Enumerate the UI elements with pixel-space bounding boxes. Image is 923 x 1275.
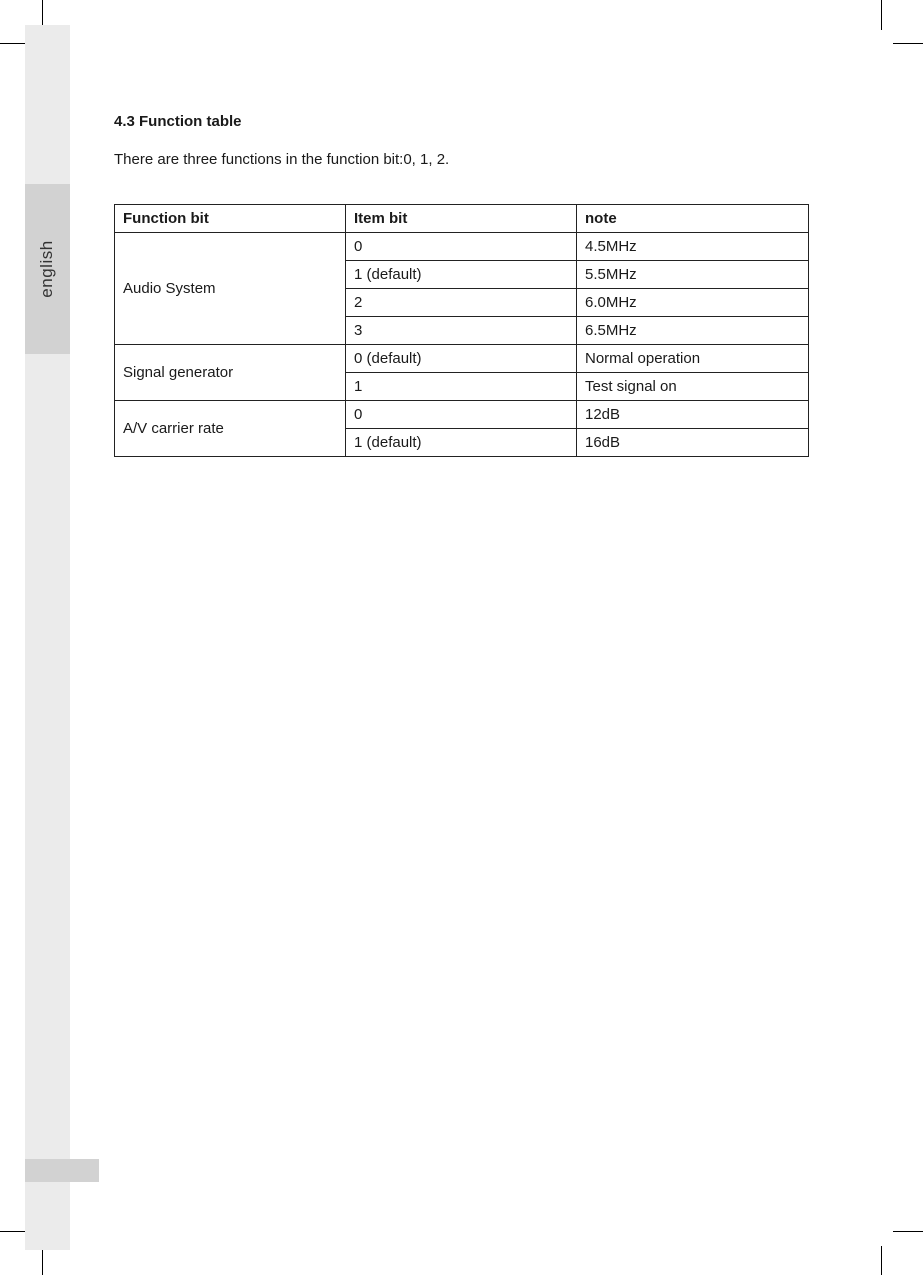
item-cell: 1 (default)	[346, 429, 577, 457]
note-cell: 4.5MHz	[577, 233, 809, 261]
language-label: english	[37, 240, 56, 298]
item-cell: 3	[346, 317, 577, 345]
function-cell: Audio System	[115, 233, 346, 345]
note-cell: Test signal on	[577, 373, 809, 401]
header-item-bit: Item bit	[346, 205, 577, 233]
crop-mark	[0, 1231, 25, 1232]
item-cell: 1 (default)	[346, 261, 577, 289]
page-number-tab	[25, 1159, 99, 1182]
note-cell: 5.5MHz	[577, 261, 809, 289]
note-cell: 6.0MHz	[577, 289, 809, 317]
table-row	[115, 401, 809, 429]
section-title: 4.3 Function table	[114, 113, 242, 130]
item-cell: 0	[346, 233, 577, 261]
function-cell: A/V carrier rate	[115, 401, 346, 457]
function-cell: Signal generator	[115, 345, 346, 401]
table-row	[115, 345, 809, 373]
intro-text: There are three functions in the function bit:0, 1, 2.	[114, 151, 450, 168]
note-cell: 6.5MHz	[577, 317, 809, 345]
item-cell: 0	[346, 401, 577, 429]
table-header-row	[115, 205, 809, 233]
item-cell: 2	[346, 289, 577, 317]
function-table	[114, 204, 809, 457]
item-cell: 0 (default)	[346, 345, 577, 373]
crop-mark	[881, 0, 882, 30]
crop-mark	[0, 43, 25, 44]
note-cell: 16dB	[577, 429, 809, 457]
crop-mark	[881, 1246, 882, 1275]
item-cell: 1	[346, 373, 577, 401]
crop-mark	[42, 1246, 43, 1275]
table-row	[115, 233, 809, 261]
note-cell: Normal operation	[577, 345, 809, 373]
header-function-bit: Function bit	[115, 205, 346, 233]
note-cell: 12dB	[577, 401, 809, 429]
crop-mark	[893, 1231, 923, 1232]
header-note: note	[577, 205, 809, 233]
crop-mark	[893, 43, 923, 44]
